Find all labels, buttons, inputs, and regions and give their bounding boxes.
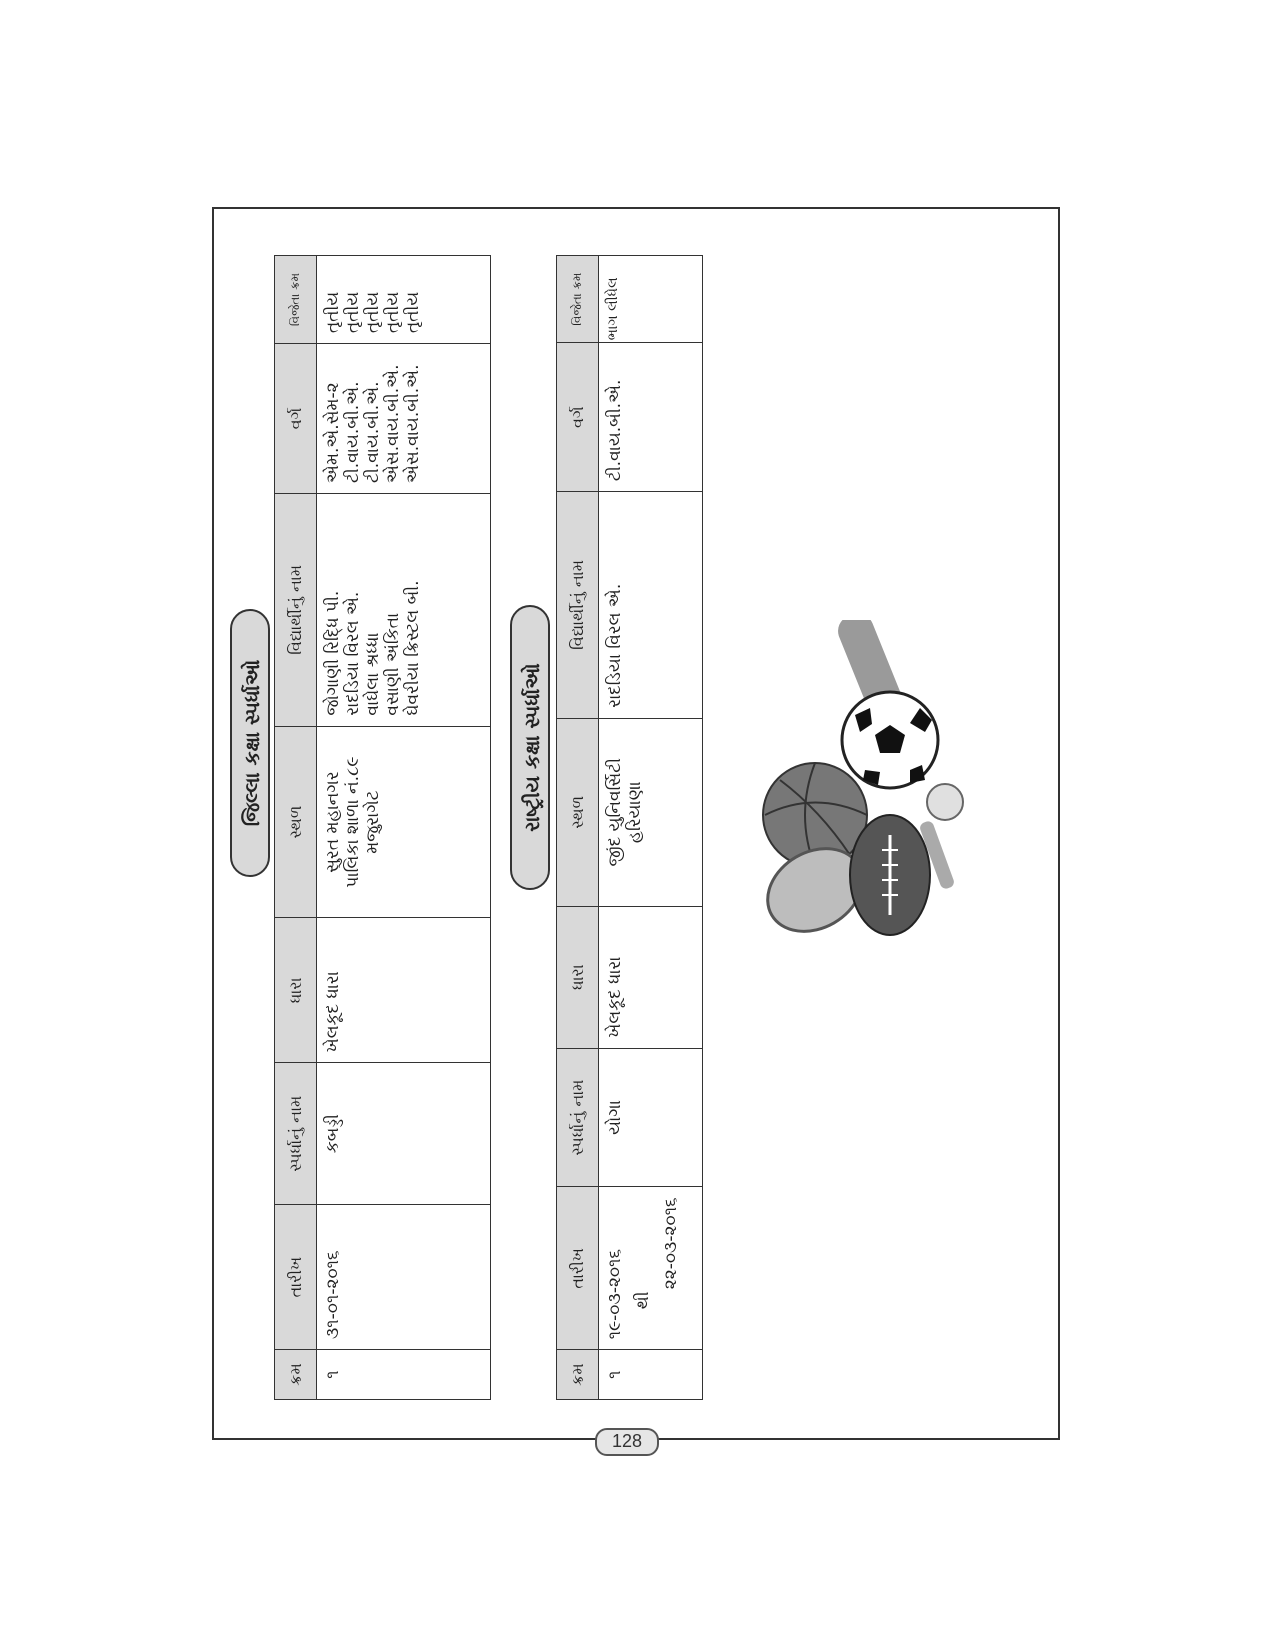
cell-sr: ૧ xyxy=(599,1350,703,1400)
header-sr: ક્રમ xyxy=(557,1350,599,1400)
class-value: ટી.વાય.બી.એ. xyxy=(363,381,383,483)
national-table xyxy=(556,255,703,1400)
header-rank: વિજેતા ક્રમ xyxy=(275,256,317,344)
class-value: એસ.વાય.બી.એ. xyxy=(403,364,423,483)
header-venue: સ્થળ xyxy=(275,726,317,918)
table-header-row xyxy=(557,256,599,1400)
student-name: વસાણી અંકિતા xyxy=(383,612,403,716)
header-class: વર્ગ xyxy=(275,344,317,494)
header-rank: વિજેતા ક્રમ xyxy=(557,256,599,343)
date-line: થી xyxy=(633,1291,653,1310)
cell-date: ૩૧-૦૧-૨૦૧૬ xyxy=(317,1205,491,1350)
student-name: ઘેવરીયા ક્રિસ્ટલ બી. xyxy=(403,580,423,716)
venue-line: સુરત મહાનગર xyxy=(323,771,343,873)
rank-value: તૃતીય xyxy=(343,291,363,333)
date-line: ૨૨-૦૩-૨૦૧૬ xyxy=(661,1197,681,1290)
cell-sr: ૧ xyxy=(317,1350,491,1400)
rank-value: તૃતીય xyxy=(323,291,343,333)
cell-students xyxy=(317,493,491,726)
class-value: ટી.વાય.બી.એ. xyxy=(343,381,363,483)
header-student: વિદ્યાર્થીનું નામ xyxy=(275,493,317,726)
cell-venue xyxy=(599,718,703,906)
header-sport: સ્પર્ધાનું નામ xyxy=(275,1063,317,1205)
header-date: તારીખ xyxy=(557,1187,599,1350)
cell-class: ટી.વાય.બી.એ. xyxy=(599,343,703,492)
class-value: એસ.વાય.બી.એ. xyxy=(383,364,403,483)
header-stream: ધારા xyxy=(557,906,599,1048)
header-student: વિદ્યાર્થીનું નામ xyxy=(557,492,599,719)
student-name: રાદડિયા વિરલ એ. xyxy=(343,591,363,716)
cell-student: રાદડિયા વિરલ એ. xyxy=(599,492,703,719)
header-sport: સ્પર્ધાનું નામ xyxy=(557,1048,599,1187)
cell-venue xyxy=(317,726,491,918)
district-heading: જિલ્લા કક્ષા સ્પર્ધાઓ xyxy=(230,609,270,877)
class-value: એમ.એ.સેમ-૨ xyxy=(323,382,343,483)
header-sr: ક્રમ xyxy=(275,1350,317,1400)
venue-line: મજુરાગેટ xyxy=(363,790,383,854)
rank-value: તૃતીય xyxy=(383,291,403,333)
table-row xyxy=(599,256,703,1400)
cell-sport: યોગા xyxy=(599,1048,703,1187)
table-row xyxy=(317,256,491,1400)
national-heading: રાષ્ટ્રીય કક્ષા સ્પર્ધાઓ xyxy=(510,605,550,890)
sports-balls-icon xyxy=(760,620,980,950)
rank-value: તૃતીય xyxy=(363,291,383,333)
header-class: વર્ગ xyxy=(557,343,599,492)
cell-sport: કબડ્ડી xyxy=(317,1063,491,1205)
header-stream: ધારા xyxy=(275,918,317,1063)
rank-value: તૃતીય xyxy=(403,291,423,333)
cell-classes xyxy=(317,344,491,494)
cell-rank: ભાગ લીધેલ xyxy=(599,256,703,343)
cell-stream: ખેલકૂદ ધારા xyxy=(599,906,703,1048)
venue-line: હરિયાણા xyxy=(625,781,645,844)
page-number: 128 xyxy=(595,1428,659,1456)
venue-line: પાલિકા શાળા નં.૮૯ xyxy=(343,756,363,888)
venue-line: જીંદ યુનિવર્સિટી xyxy=(605,757,625,867)
student-name: વાઘેલા શ્રધ્ધા xyxy=(363,632,383,716)
table-header-row xyxy=(275,256,317,1400)
header-venue: સ્થળ xyxy=(557,718,599,906)
date-line: ૧૯-૦૩-૨૦૧૬ xyxy=(605,1248,625,1340)
cell-stream: ખેલકૂદ ધારા xyxy=(317,918,491,1063)
student-name: જોગાણી રિદ્ધિ પી. xyxy=(323,590,343,716)
cell-ranks xyxy=(317,256,491,344)
district-table xyxy=(274,255,491,1400)
header-date: તારીખ xyxy=(275,1205,317,1350)
cell-date xyxy=(599,1187,703,1350)
